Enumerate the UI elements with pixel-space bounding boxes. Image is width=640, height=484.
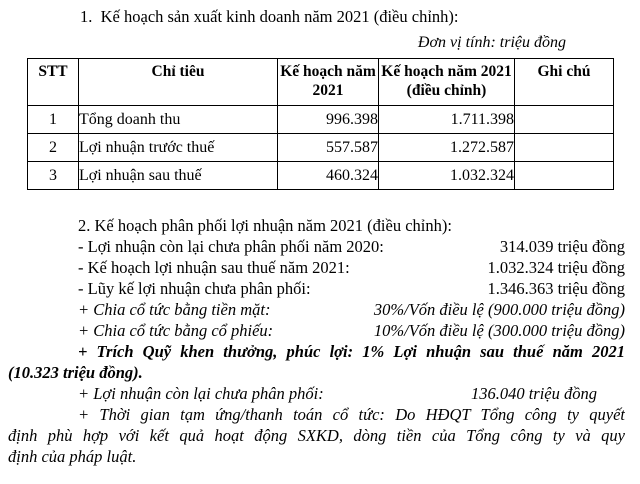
line-timing-2: định phù hợp với kết quả hoạt động SXKD, dòng tiền của Tổng công ty và quy [8, 426, 625, 445]
unit-note: Đơn vị tính: triệu đồng [417, 34, 566, 51]
cell-dieu-chinh: 1.272.587 [379, 134, 515, 162]
line-bonus-fund-1: + Trích Quỹ khen thưởng, phúc lợi: 1% Lợi nhuận sau thuế năm 2021 [78, 342, 625, 361]
header-ghi-chu: Ghi chú [515, 59, 614, 106]
line-value: 136.040 triệu đồng [470, 384, 597, 403]
table-row [28, 162, 614, 190]
cell-ke-hoach: 557.587 [278, 134, 379, 162]
line-value: 10%/Vốn điều lệ (300.000 triệu đồng) [373, 321, 625, 340]
header-ke-hoach: Kế hoạch năm 2021 [278, 59, 379, 106]
line-value: 314.039 triệu đồng [499, 237, 625, 256]
line-label: + Chia cổ tức bằng tiền mặt: [78, 300, 271, 319]
cell-stt: 2 [28, 134, 79, 162]
section2 [8, 215, 625, 467]
cell-dieu-chinh: 1.711.398 [379, 106, 515, 134]
line-label: + Chia cổ tức bằng cổ phiếu: [78, 321, 274, 340]
section2-heading: 2. Kế hoạch phân phối lợi nhuận năm 2021 (điều chỉnh): [78, 216, 452, 235]
line-plan-profit-2021 [8, 257, 625, 278]
cell-ghi-chu [515, 162, 614, 190]
cell-chi-tieu: Lợi nhuận sau thuế [79, 162, 278, 190]
line-bonus-fund-2: (10.323 triệu đồng). [8, 363, 143, 382]
cell-stt: 3 [28, 162, 79, 190]
line-value: 30%/Vốn điều lệ (900.000 triệu đồng) [373, 300, 625, 319]
cell-ghi-chu [515, 106, 614, 134]
plan-table [27, 58, 614, 190]
line-value: 1.346.363 triệu đồng [487, 279, 625, 298]
cell-stt: 1 [28, 106, 79, 134]
line-remaining-2020 [8, 236, 625, 257]
table-row [28, 106, 614, 134]
line-label: - Lũy kế lợi nhuận chưa phân phối: [78, 279, 311, 298]
header-chi-tieu: Chỉ tiêu [79, 59, 278, 106]
cell-ke-hoach: 460.324 [278, 162, 379, 190]
header-dieu-chinh: Kế hoạch năm 2021 (điều chỉnh) [379, 59, 515, 106]
line-remaining-after [8, 383, 625, 404]
line-accum-profit [8, 278, 625, 299]
cell-dieu-chinh: 1.032.324 [379, 162, 515, 190]
line-label: - Kế hoạch lợi nhuận sau thuế năm 2021: [78, 258, 350, 277]
cell-ke-hoach: 996.398 [278, 106, 379, 134]
line-cash-dividend [8, 299, 625, 320]
table-header-row [28, 59, 614, 106]
cell-chi-tieu: Tổng doanh thu [79, 106, 278, 134]
line-timing-1: + Thời gian tạm ứng/thanh toán cổ tức: Do HĐQT Tổng công ty quyết [78, 405, 625, 424]
cell-ghi-chu [515, 134, 614, 162]
line-label: + Lợi nhuận còn lại chưa phân phối: [78, 384, 324, 403]
line-label: - Lợi nhuận còn lại chưa phân phối năm 2020: [78, 237, 384, 256]
section1-heading: 1. Kế hoạch sản xuất kinh doanh năm 2021 (điều chỉnh): [80, 7, 459, 26]
line-stock-dividend [8, 320, 625, 341]
header-stt: STT [28, 59, 79, 106]
table-row [28, 134, 614, 162]
cell-chi-tieu: Lợi nhuận trước thuế [79, 134, 278, 162]
line-timing-3: định của pháp luật. [8, 447, 137, 466]
line-value: 1.032.324 triệu đồng [487, 258, 625, 277]
